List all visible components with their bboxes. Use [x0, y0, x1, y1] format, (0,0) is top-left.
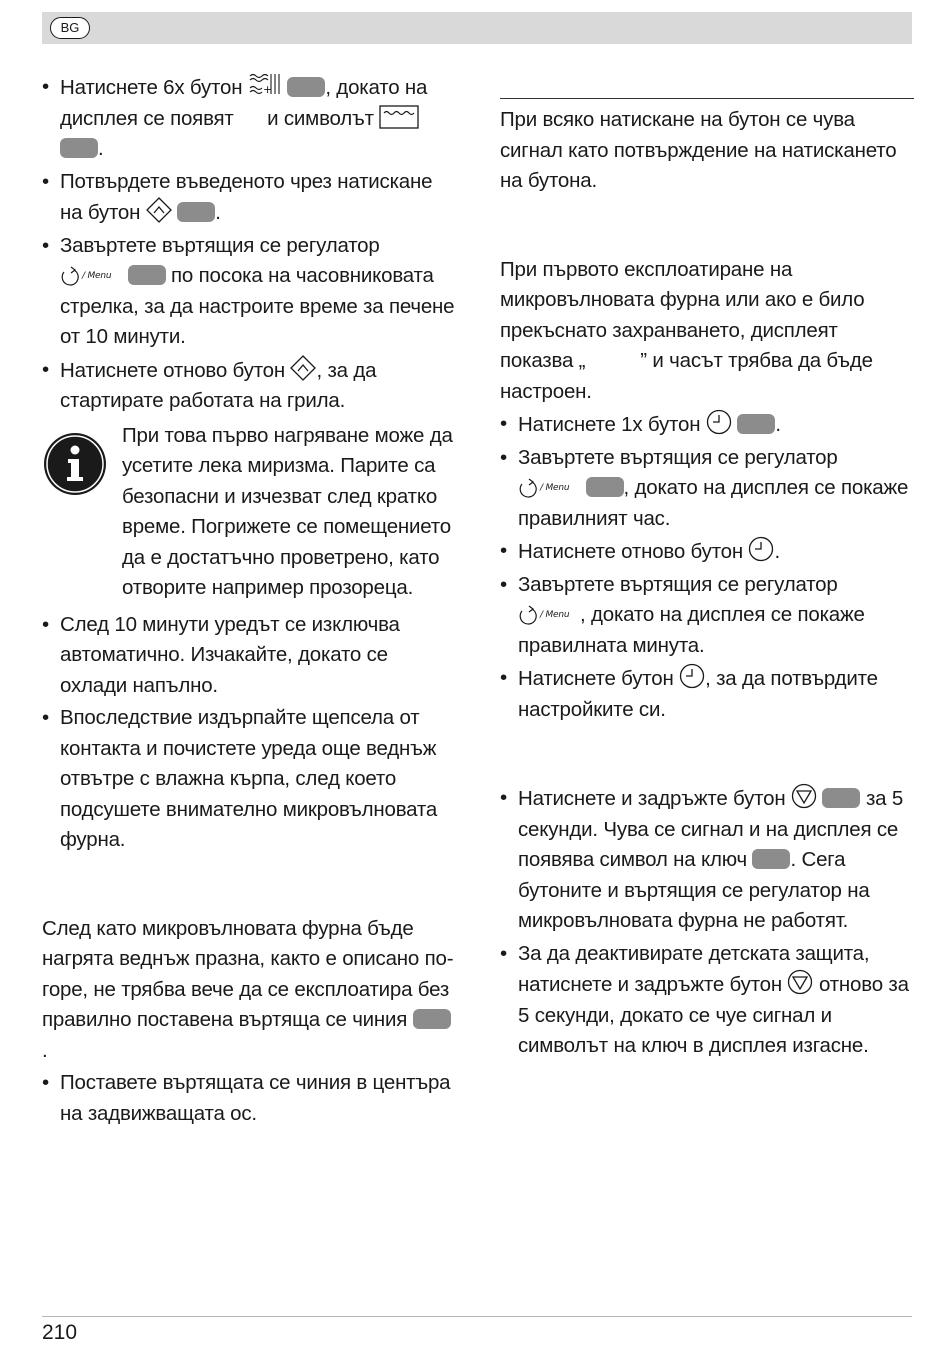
clock-icon	[706, 409, 732, 435]
key-placeholder	[128, 265, 166, 285]
grill-symbol-icon	[379, 105, 419, 129]
svg-text:+: +	[262, 83, 272, 96]
key-placeholder	[586, 477, 624, 497]
list-item: • За да деактивирате детската защита, натиснете и задръжте бутон отново за 5 секунди, докато се чуе сигнал и символът на ключ в дисплея изгасне.	[500, 939, 914, 1062]
key-placeholder	[413, 1009, 451, 1029]
section-divider	[500, 98, 914, 99]
key-placeholder	[177, 202, 215, 222]
list-item: • След 10 минути уредът се изключва автоматично. Изчакайте, докато се охлади напълно.	[42, 610, 456, 702]
list-item: • Натиснете отново бутон .	[500, 536, 914, 568]
list-item: • Натиснете 6x бутон + , докато на дисплея се появят и символът .	[42, 72, 456, 165]
page-number: 210	[42, 1321, 78, 1344]
start-icon	[146, 197, 172, 223]
paragraph: При първото експлоатиране на микровълновата фурна или ако е било прекъснато захранването, дисплеят показва „ ” и часът трябва да бъде настроен.	[500, 257, 873, 403]
list-item: • Впоследствие издърпайте щепсела от контакта и почистете уреда още веднъж отвътре с влажна кърпа, след което подсушете внимателно микровълновата фурна.	[42, 703, 456, 856]
info-note	[42, 421, 456, 604]
list-item: • Поставете въртящата се чиния в центъра на задвижващата ос.	[42, 1068, 456, 1129]
language-badge: BG	[50, 17, 90, 39]
stop-icon	[791, 783, 817, 809]
key-placeholder	[752, 849, 790, 869]
clock-icon	[748, 536, 774, 562]
paragraph: При всяко натискане на бутон се чува сигнал като потвърждение на натискането на бутона.	[500, 108, 897, 192]
list-item: • Завъртете въртящия се регулатор / Menu по посока на часовниковата стрелка, за да настроите време за печене от 10 минути.	[42, 231, 456, 353]
list-item: • Завъртете въртящия се регулатор / Menu , докато на дисплея се покаже правилната минута.	[500, 570, 914, 662]
left-column	[42, 72, 456, 1129]
right-column	[500, 98, 914, 1062]
svg-text:/ Menu: / Menu	[540, 483, 570, 493]
start-icon	[290, 355, 316, 381]
stop-icon	[787, 969, 813, 995]
key-placeholder	[287, 77, 325, 97]
list-item: • Натиснете 1x бутон .	[500, 409, 914, 441]
dial-menu-icon	[518, 603, 580, 625]
paragraph: След като микровълновата фурна бъде нагрята веднъж празна, както е описано по-горе, не трябва вече да се експлоатира без правилно поставена въртяща се чиния .	[42, 916, 454, 1062]
header-bar	[42, 12, 912, 44]
key-placeholder	[737, 414, 775, 434]
key-placeholder	[60, 138, 98, 158]
dial-menu-icon	[60, 264, 122, 286]
list-item: • Натиснете и задръжте бутон за 5 секунди. Чува се сигнал и на дисплея се появява символ на ключ . Сега бутоните и въртящия се регулатор на микровълновата фурна не работят.	[500, 783, 914, 937]
info-text: При това първо нагряване може да усетите лека миризма. Парите са безопасни и изчезват след кратко време. Погрижете се помещението да е достатъчно проветрено, като отворите например прозореца.	[122, 423, 453, 599]
info-icon	[42, 431, 108, 497]
list-item: • Завъртете въртящия се регулатор / Menu , докато на дисплея се покаже правилният час.	[500, 443, 914, 535]
clock-icon	[679, 663, 705, 689]
grill-microwave-icon	[248, 72, 282, 98]
list-item: • Натиснете отново бутон , за да стартирате работата на грила.	[42, 355, 456, 417]
footer-divider	[42, 1316, 912, 1317]
svg-text:/ Menu: / Menu	[540, 610, 570, 620]
svg-text:/ Menu: / Menu	[82, 271, 112, 281]
list-item: • Потвърдете въведеното чрез натискане на бутон .	[42, 167, 456, 229]
key-placeholder	[822, 788, 860, 808]
dial-menu-icon	[518, 476, 580, 498]
list-item: • Натиснете бутон , за да потвърдите настройките си.	[500, 663, 914, 725]
